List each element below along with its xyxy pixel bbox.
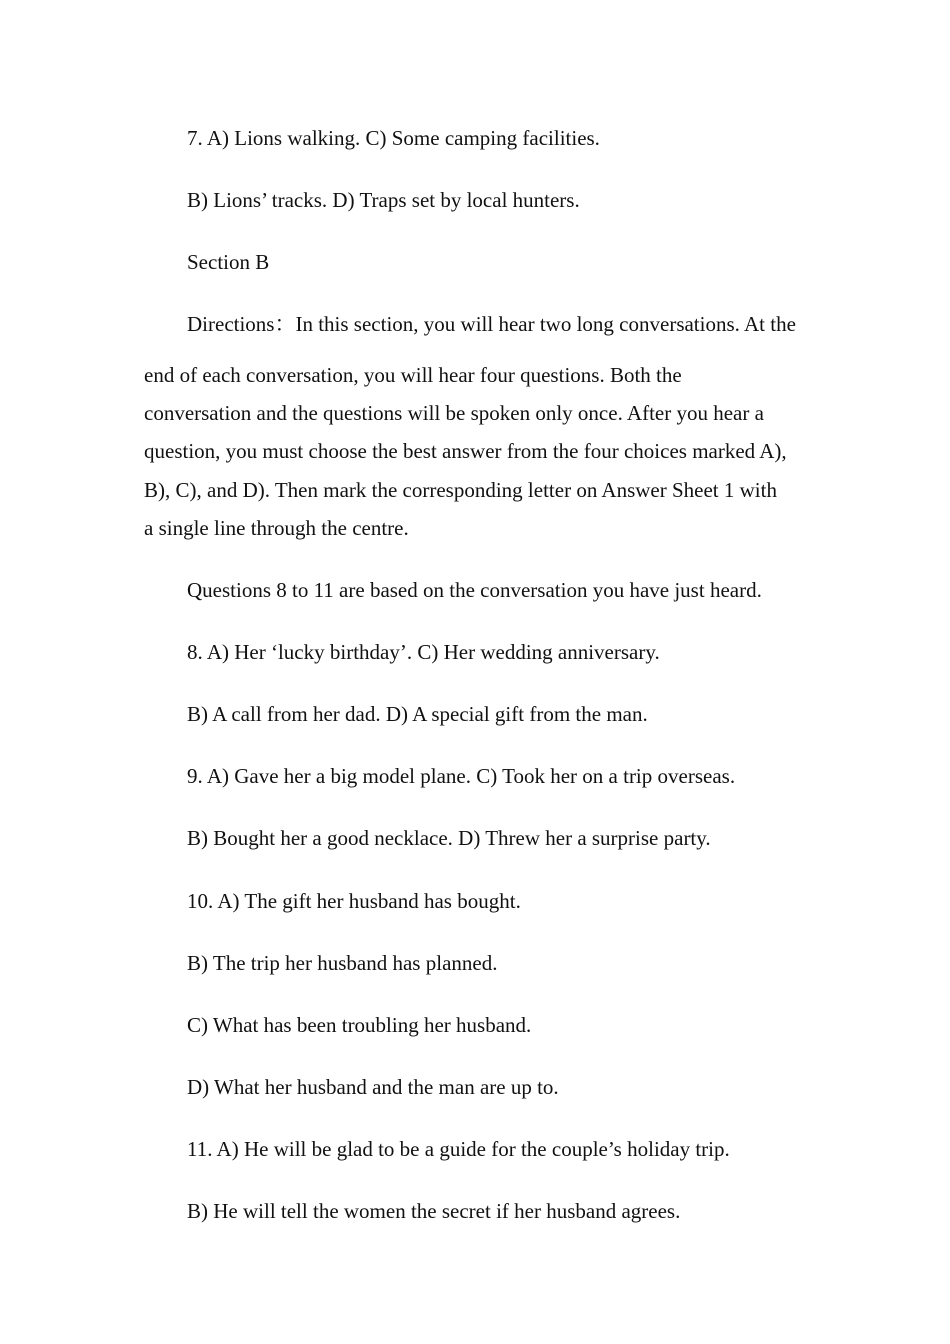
q10-option-d: D) What her husband and the man are up to.	[187, 1075, 559, 1099]
q10-option-b: B) The trip her husband has planned.	[187, 951, 498, 975]
directions-line-4: question, you must choose the best answer from the four choices marked A),	[144, 439, 787, 463]
directions-line-6: a single line through the centre.	[144, 516, 409, 540]
q10-option-a: 10. A) The gift her husband has bought.	[187, 889, 521, 913]
q7-options-b-d: B) Lions’ tracks. D) Traps set by local hunters.	[187, 188, 580, 212]
q8-options-a-c: 8. A) Her ‘lucky birthday’. C) Her wedding anniversary.	[187, 640, 660, 664]
q9-options-a-c: 9. A) Gave her a big model plane. C) Took her on a trip overseas.	[187, 764, 736, 788]
directions-line-2: end of each conversation, you will hear four questions. Both the	[144, 363, 682, 387]
directions-line-3: conversation and the questions will be spoken only once. After you hear a	[144, 401, 764, 425]
questions-intro: Questions 8 to 11 are based on the conversation you have just heard.	[187, 578, 762, 602]
q7-options-a-c: 7. A) Lions walking. C) Some camping facilities.	[187, 126, 600, 150]
q9-options-b-d: B) Bought her a good necklace. D) Threw her a surprise party.	[187, 826, 711, 850]
directions-line-1: Directions：In this section, you will hear two long conversations. At the	[187, 312, 796, 336]
q11-option-b: B) He will tell the women the secret if her husband agrees.	[187, 1199, 681, 1223]
q11-option-a: 11. A) He will be glad to be a guide for the couple’s holiday trip.	[187, 1137, 730, 1161]
section-title: Section B	[187, 250, 270, 274]
q8-options-b-d: B) A call from her dad. D) A special gift from the man.	[187, 702, 648, 726]
directions-line-5: B), C), and D). Then mark the corresponding letter on Answer Sheet 1 with	[144, 478, 777, 502]
q10-option-c: C) What has been troubling her husband.	[187, 1013, 532, 1037]
